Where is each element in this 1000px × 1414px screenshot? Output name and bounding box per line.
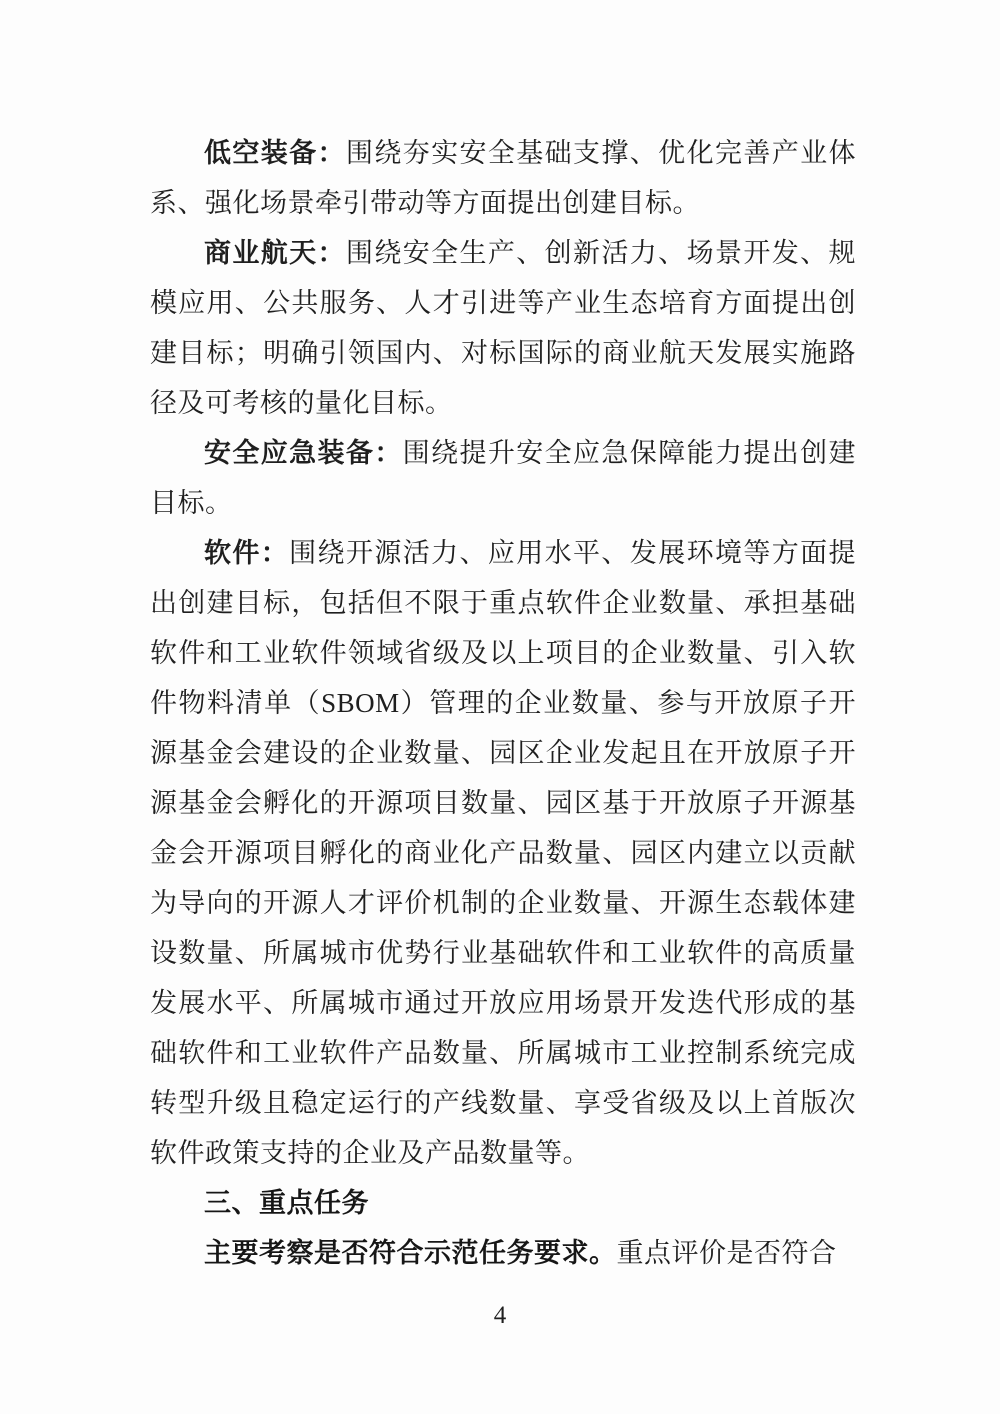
document-page [150, 128, 856, 1278]
paragraph-key-tasks-intro [150, 1228, 856, 1278]
paragraph-body-low-altitude-equipment: 围绕夯实安全基础支撑、优化完善产业体系、强化场景牵引带动等方面提出创建目标。 [150, 138, 857, 218]
paragraph-lead-commercial-aerospace: 商业航天： [204, 238, 346, 268]
paragraph-commercial-aerospace [150, 228, 856, 428]
paragraph-lead-safety-emergency-equipment: 安全应急装备： [204, 438, 403, 468]
page-number: 4 [493, 1302, 507, 1329]
paragraph-lead-key-tasks-intro: 主要考察是否符合示范任务要求。 [204, 1238, 617, 1268]
paragraph-body-key-tasks-intro: 重点评价是否符合 [616, 1238, 837, 1268]
paragraph-body-software: 围绕开源活力、应用水平、发展环境等方面提出创建目标，包括但不限于重点软件企业数量、承担基础软件和工业软件领域省级及以上项目的企业数量、引入软件物料清单（SBOM）管理的企业数量、参与开放原子开源基金会建设的企业数量、园区企业发起且在开放原子开源基金会孵化的开源项目数量、园区基于开放原子开源基金会开源项目孵化的商业化产品数量、园区内建立以贡献为导向的开源人才评价机制的企业数量、开源生态载体建设数量、所属城市优势行业基础软件和工业软件的高质量发展水平、所属城市通过开放应用场景开发迭代形成的基础软件和工业软件产品数量、所属城市工业控制系统完成转型升级且稳定运行的产线数量、享受省级及以上首版次软件政策支持的企业及产品数量等。 [150, 538, 857, 1168]
paragraph-software [150, 528, 856, 1178]
paragraph-body-safety-emergency-equipment: 围绕提升安全应急保障能力提出创建目标。 [150, 438, 857, 518]
paragraph-safety-emergency-equipment [150, 428, 856, 528]
paragraph-low-altitude-equipment [150, 128, 856, 228]
section-heading-key-tasks: 三、重点任务 [204, 1188, 369, 1218]
paragraph-lead-low-altitude-equipment: 低空装备： [204, 138, 346, 168]
paragraph-lead-software: 软件： [204, 538, 290, 568]
paragraph-body-commercial-aerospace: 围绕安全生产、创新活力、场景开发、规模应用、公共服务、人才引进等产业生态培育方面提出创建目标；明确引领国内、对标国际的商业航天发展实施路径及可考核的量化目标。 [150, 238, 857, 418]
